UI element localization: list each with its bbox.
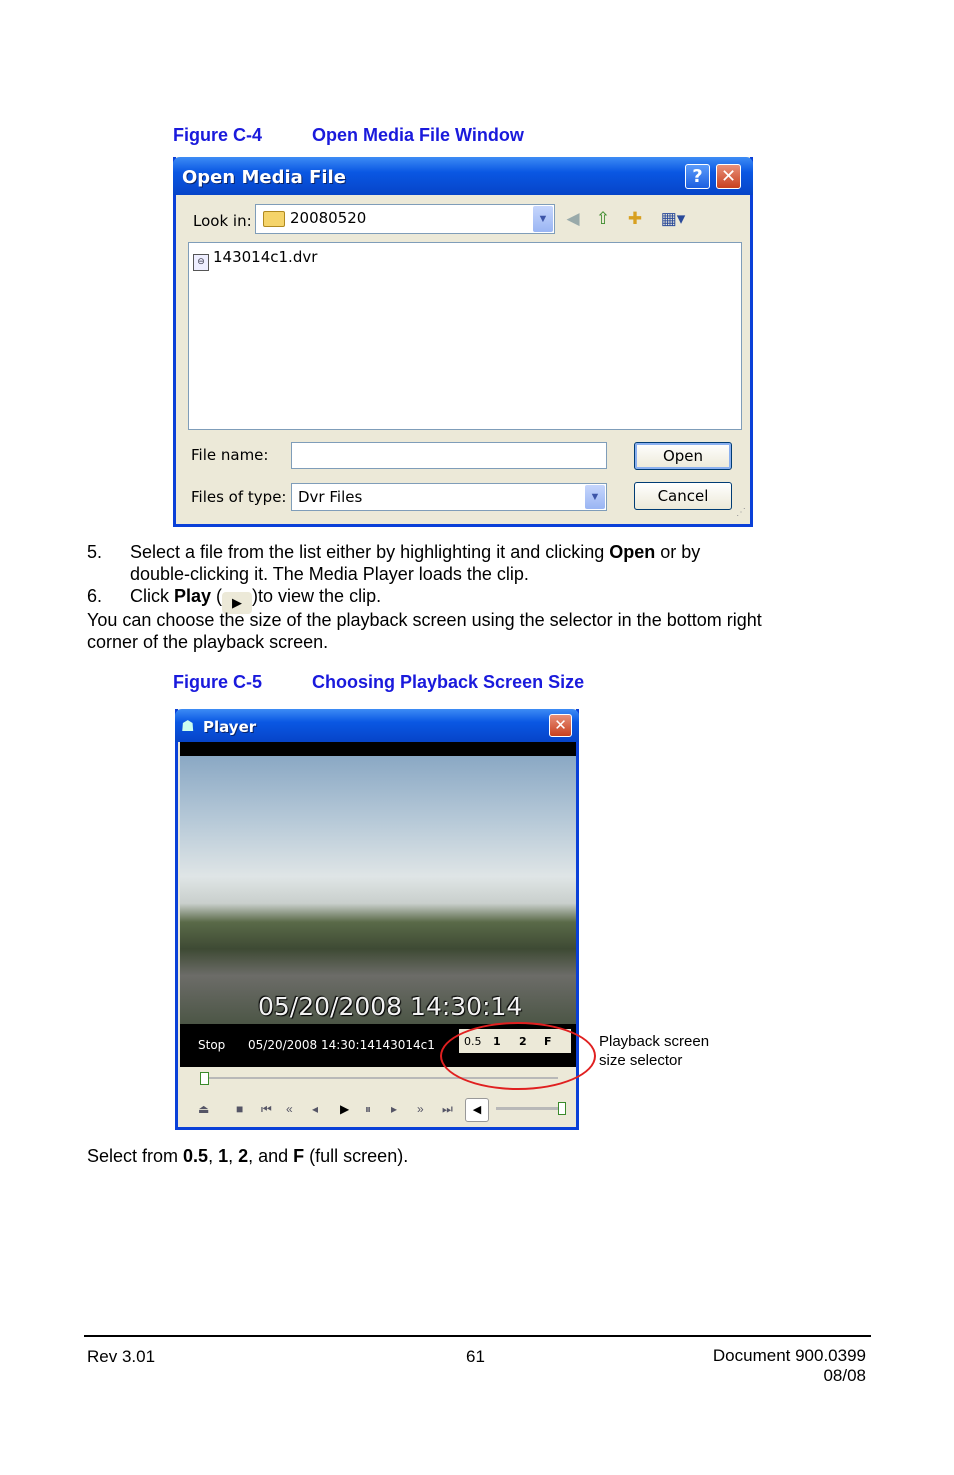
file-icon: ⊖ — [193, 254, 209, 271]
footer-revision: Rev 3.01 — [87, 1347, 156, 1366]
figure-c4-number: Figure C-4 — [173, 125, 263, 145]
dialog-title: Open Media File — [182, 167, 346, 188]
files-of-type-value: Dvr Files — [298, 488, 363, 506]
step-6-number: 6. — [87, 586, 103, 606]
step-5-text: Select a file from the list either by highlighting it and clicking Open or by — [130, 542, 701, 562]
video-scene — [180, 756, 576, 1024]
step-5-number: 5. — [87, 542, 103, 562]
pause-icon[interactable]: ⏸ — [365, 1102, 372, 1116]
size-option-1[interactable]: 1 — [493, 1035, 501, 1048]
step-6-text: Click Play ( ▶ )to view the clip. — [130, 585, 381, 614]
player-status-info: 05/20/2008 14:30:14143014c1 — [248, 1038, 435, 1052]
select-sizes-text: Select from 0.5, 1, 2, and F (full screen). — [87, 1146, 409, 1166]
player-app-icon: ☗ — [181, 718, 195, 735]
fast-forward-icon[interactable]: » — [417, 1102, 424, 1116]
volume-handle[interactable] — [558, 1102, 566, 1115]
footer-page-number: 61 — [466, 1347, 485, 1366]
eject-icon[interactable]: ⏏ — [198, 1102, 210, 1116]
look-in-label: Look in: — [193, 212, 252, 230]
play-icon: ▶ — [222, 592, 252, 614]
list-item[interactable] — [193, 248, 317, 271]
look-in-combo[interactable] — [255, 204, 555, 234]
file-list[interactable] — [188, 242, 742, 430]
open-media-file-dialog — [173, 157, 753, 527]
callout-line2: size selector — [599, 1052, 683, 1069]
chevron-down-icon[interactable]: ▼ — [533, 206, 553, 232]
seek-handle[interactable] — [200, 1072, 209, 1085]
rewind-icon[interactable]: « — [286, 1102, 293, 1116]
folder-icon — [263, 211, 285, 227]
files-of-type-select[interactable] — [291, 483, 607, 511]
skip-end-icon[interactable]: ⏭ — [442, 1102, 453, 1116]
paragraph-line2: corner of the playback screen. — [87, 632, 329, 652]
player-status: Stop — [198, 1038, 226, 1052]
callout-label — [599, 1032, 709, 1070]
step-forward-icon[interactable]: ▸ — [391, 1102, 398, 1116]
view-menu-icon[interactable]: ▦▾ — [660, 209, 686, 228]
video-timestamp: 05/20/2008 14:30:14 — [258, 992, 523, 1021]
new-folder-icon[interactable]: ✚ — [627, 209, 643, 228]
figure-c4-title: Open Media File Window — [312, 125, 524, 145]
figure-c5-title: Choosing Playback Screen Size — [312, 672, 585, 692]
cancel-button[interactable]: Cancel — [634, 482, 732, 510]
back-icon[interactable]: ◀ — [566, 209, 580, 228]
step-5-open: Open — [609, 542, 656, 562]
footer-document: Document 900.0399 08/08 — [712, 1346, 866, 1385]
look-in-value: 20080520 — [290, 209, 367, 227]
close-button[interactable]: ✕ — [716, 164, 741, 189]
file-item-name: 143014c1.dvr — [213, 248, 318, 266]
file-name-field[interactable] — [291, 442, 607, 469]
size-option-0-5[interactable]: 0.5 — [464, 1035, 482, 1048]
step-6-play: Play — [174, 586, 212, 606]
chevron-down-icon[interactable]: ▼ — [585, 485, 605, 509]
size-option-2[interactable]: 2 — [519, 1035, 527, 1048]
resize-grip-icon[interactable]: ⋰ — [736, 507, 746, 518]
file-name-label: File name: — [191, 446, 269, 464]
figure-c5-number: Figure C-5 — [173, 672, 263, 692]
size-option-f[interactable]: F — [544, 1035, 552, 1048]
volume-icon[interactable]: ◀ — [465, 1098, 489, 1122]
stop-icon[interactable]: ■ — [236, 1102, 244, 1116]
player-title: Player — [203, 718, 257, 736]
callout-line1: Playback screen — [599, 1033, 710, 1050]
open-button[interactable]: Open — [634, 442, 732, 470]
play-icon[interactable]: ▶ — [340, 1102, 350, 1116]
volume-track[interactable] — [496, 1107, 562, 1110]
callout-ellipse — [440, 1022, 596, 1090]
help-button[interactable]: ? — [685, 164, 710, 189]
step-back-icon[interactable]: ◂ — [312, 1102, 319, 1116]
player-close-button[interactable]: ✕ — [549, 714, 572, 737]
player-title-bar[interactable] — [175, 709, 579, 742]
skip-start-icon[interactable]: ⏮ — [261, 1102, 272, 1116]
up-folder-icon[interactable]: ⇧ — [595, 209, 611, 228]
step-5-text-line2: double-clicking it. The Media Player loads the clip. — [130, 564, 529, 584]
dialog-title-bar[interactable] — [173, 157, 753, 195]
paragraph-line1: You can choose the size of the playback screen using the selector in the bottom right — [87, 610, 762, 630]
video-frame — [180, 742, 576, 1024]
footer-rule — [84, 1335, 871, 1337]
files-of-type-label: Files of type: — [191, 488, 287, 506]
